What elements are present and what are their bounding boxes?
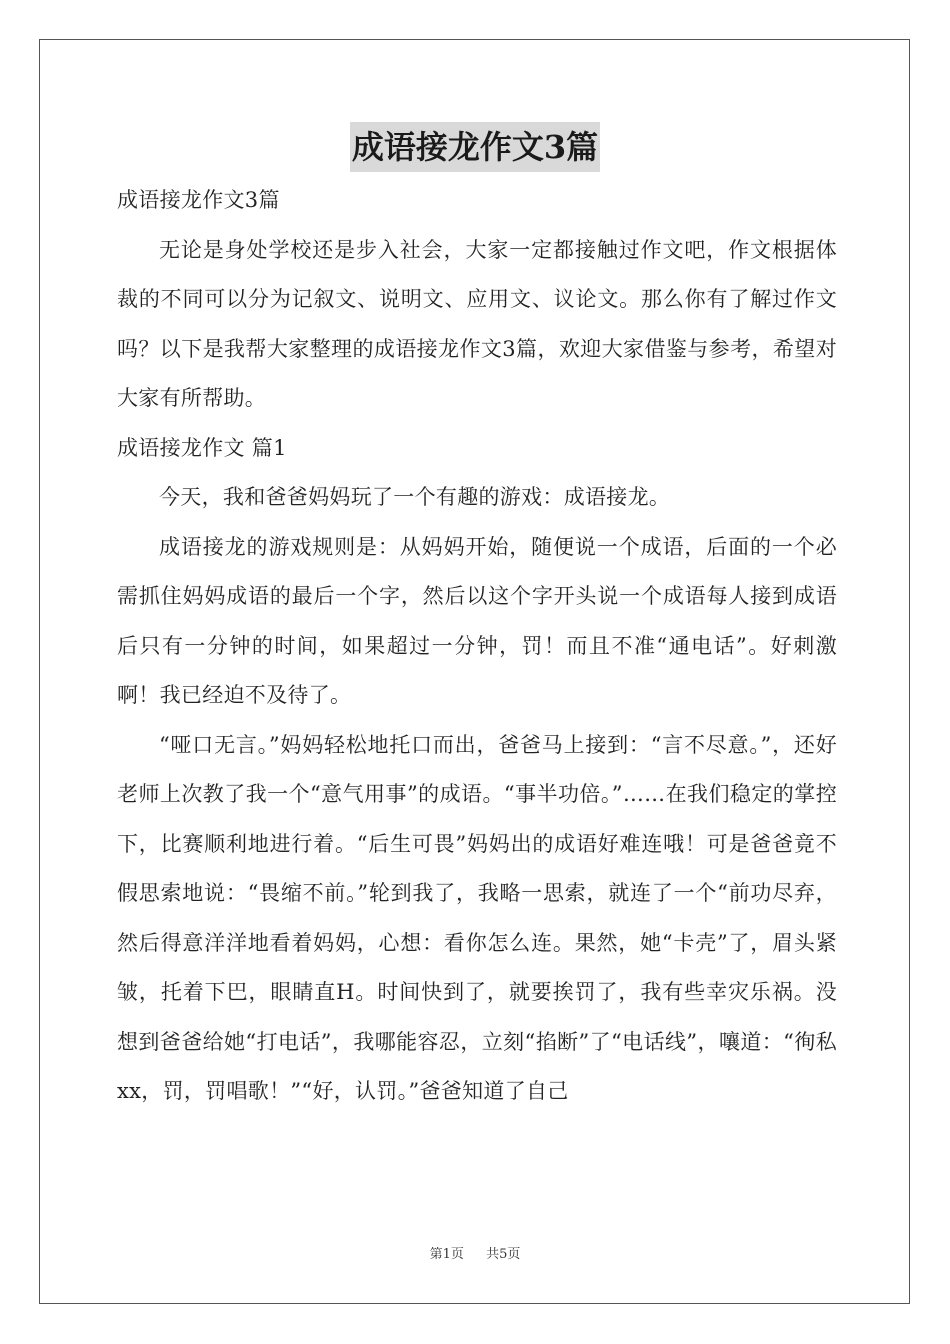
paragraph: “哑口无言。”妈妈轻松地托口而出，爸爸马上接到：“言不尽意。”，还好老师上次教了我一个“意气用事”的成语。“事半功倍。”……在我们稳定的掌控下，比赛顺利地进行着。“后生可畏”妈妈出的成语好难连哦！可是爸爸竟不假思索地说：“畏缩不前。”轮到我了，我略一思索，就连了一个“前功尽弃，然后得意洋洋地看着妈妈，心想：看你怎么连。果然，她“卡壳”了，眉头紧皱，托着下巴，眼睛直H。时间快到了，就要挨罚了，我有些幸灾乐祸。没想到爸爸给她“打电话”，我哪能容忍，立刻“掐断”了“电话线”，嚷道：“徇私xx，罚，罚唱歌！”“好，认罚。”爸爸知道了自己 [117,732,837,1103]
document-title: 成语接龙作文3篇 [350,122,600,172]
page-number: 第1页 [429,1247,464,1262]
page-total: 共5页 [486,1247,521,1262]
paragraph: 无论是身处学校还是步入社会，大家一定都接触过作文吧，作文根据体裁的不同可以分为记叙文、说明文、应用文、议论文。那么你有了解过作文吗？以下是我帮大家整理的成语接龙作文3篇，欢迎大家借鉴与参考，希望对大家有所帮助。 [117,237,837,410]
title-container [0,122,950,172]
paragraph: 成语接龙作文3篇 [117,188,280,212]
paragraph: 成语接龙的游戏规则是：从妈妈开始，随便说一个成语，后面的一个必需抓住妈妈成语的最后一个字，然后以这个字开头说一个成语每人接到成语后只有一分钟的时间，如果超过一分钟，罚！而且不准“通电话”。好刺激啊！我已经迫不及待了。 [117,534,837,707]
section-heading: 成语接龙作文 篇1 [117,435,287,460]
document-body [117,176,837,1117]
page-footer [0,1243,950,1262]
paragraph: 今天，我和爸爸妈妈玩了一个有趣的游戏：成语接龙。 [159,485,671,509]
